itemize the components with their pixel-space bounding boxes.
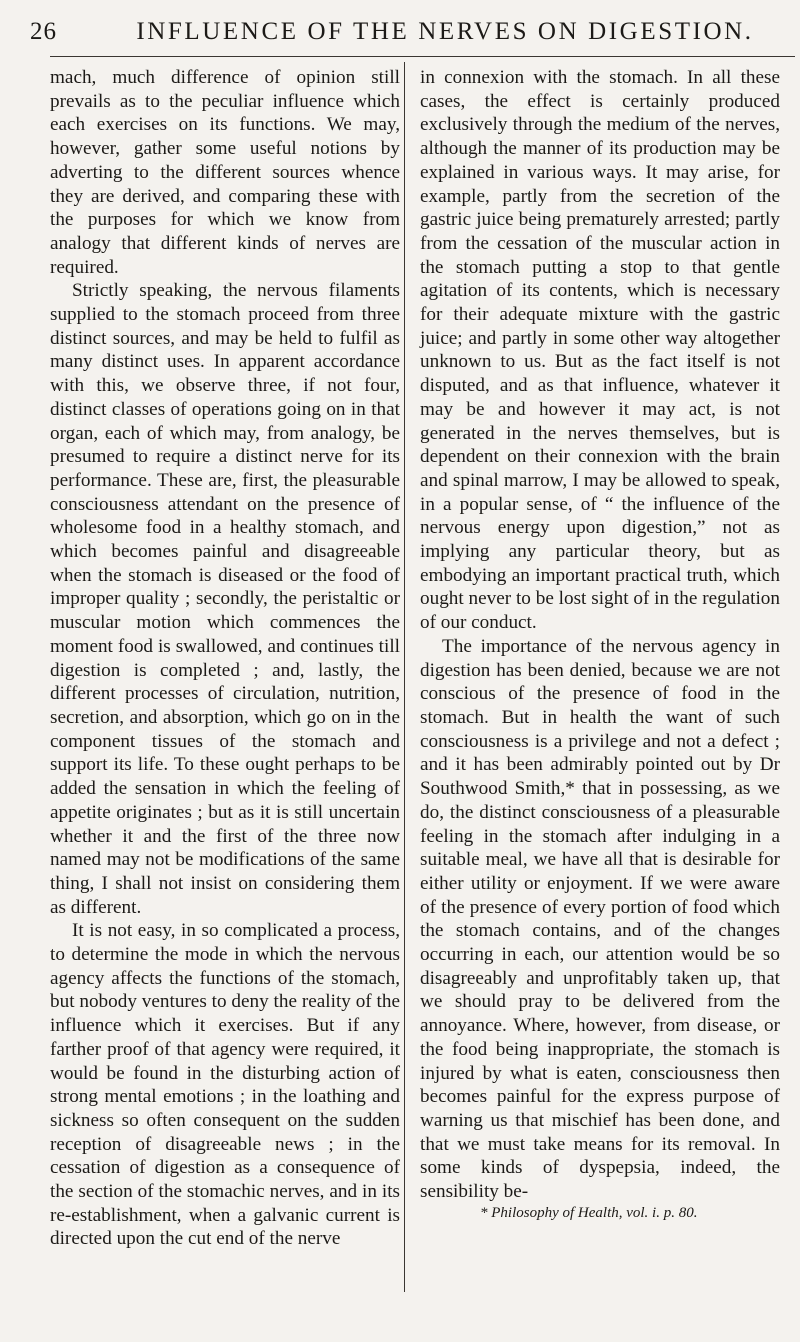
column-divider — [404, 62, 405, 1292]
paragraph: Strictly speaking, the nervous filaments supplied to the stomach proceed from three distinct sources, and may be held to fulfil as many distinct uses. In apparent accordance with this, we observe three, if not four, distinct classes of operations going on in that organ, each of which may, from analogy, be presumed to require a distinct nerve for its performance. These are, first, the pleasurable consciousness attendant on the presence of wholesome food in a healthy stomach, and which becomes painful and disagreeable when the stomach is diseased or the food of improper quality ; secondly, the peristaltic or muscular motion which commences the moment food is swallowed, and continues till digestion is completed ; and, lastly, the different processes of circulation, nutrition, secretion, and absorption, which go on in the component tissues of the stomach and support its life. To these ought perhaps to be added the sensation in which the feeling of appetite originates ; but as it is still uncertain whether it and the first of the three now named may not be modifications of the same thing, I shall not insist on considering them as different. — [50, 280, 400, 918]
paragraph: It is not easy, in so complicated a process, to determine the mode in which the nervous agency affects the functions of the stomach, but nobody ventures to deny the reality of the influence which it exercises. But if any farther proof of that agency were required, it would be found in the disturbing action of strong mental emotions ; in the loathing and sickness so often consequent on the sudden reception of disagreeable news ; in the cessation of digestion as a consequence of the section of the stomachic nerves, and in its re-establishment, when a galvanic current is directed upon the cut end of the nerve — [50, 920, 400, 1250]
page-number: 26 — [30, 18, 57, 45]
paragraph: The importance of the nervous agency in digestion has been denied, because we are not conscious of the presence of food in the stomach. But in health the want of such consciousness is a privilege and not a defect ; and it has been admirably pointed out by Dr Southwood Smith,* that in possessing, as we do, the distinct consciousness of a pleasurable feeling in the stomach after indulging in a suitable meal, we have all that is desirable for either utility or enjoyment. If we were aware of the presence of every portion of food which the stomach contains, and of the changes occurring in each, our attention would be so disagreeably and unprofitably taken up, that we should pray to be delivered from the annoyance. Where, however, from disease, or the food being inappropriate, the stomach is injured by what is eaten, consciousness then becomes painful for the express purpose of warning us that mischief has been done, and that we must take means for its removal. In some kinds of dyspepsia, indeed, the sensibility be- — [420, 635, 780, 1203]
footnote: * Philosophy of Health, vol. i. p. 80. — [480, 1204, 698, 1221]
header-rule — [50, 56, 795, 57]
left-column — [50, 66, 400, 1251]
running-head — [30, 18, 790, 48]
right-column — [420, 66, 780, 1222]
paragraph: mach, much difference of opinion still prevails as to the peculiar influence which each exercises on its functions. We may, however, gather some useful notions by adverting to the different sources whence they are derived, and comparing these with the purposes for which we know from analogy that different kinds of nerves are required. — [50, 67, 400, 278]
running-title: INFLUENCE OF THE NERVES ON DIGESTION. — [136, 18, 754, 45]
paragraph: in connexion with the stomach. In all these cases, the effect is certainly produced exclusively through the medium of the nerves, although the manner of its production may be explained in various ways. It may arise, for example, partly from the secretion of the gastric juice being prematurely arrested; partly from the cessation of the muscular action in the stomach putting a stop to that gentle agitation of its contents, which is necessary for their adequate mixture with the gastric juice; and partly in some other way altogether unknown to us. But as the fact itself is not disputed, and as that influence, whatever it may be and however it may act, is not generated in the nerves themselves, but is dependent on their connexion with the brain and spinal marrow, I may be allowed to speak, in a popular sense, of “ the influence of the nervous energy upon digestion,” not as implying any particular theory, but as embodying an important practical truth, which ought never to be lost sight of in the regulation of our conduct. — [420, 67, 780, 634]
